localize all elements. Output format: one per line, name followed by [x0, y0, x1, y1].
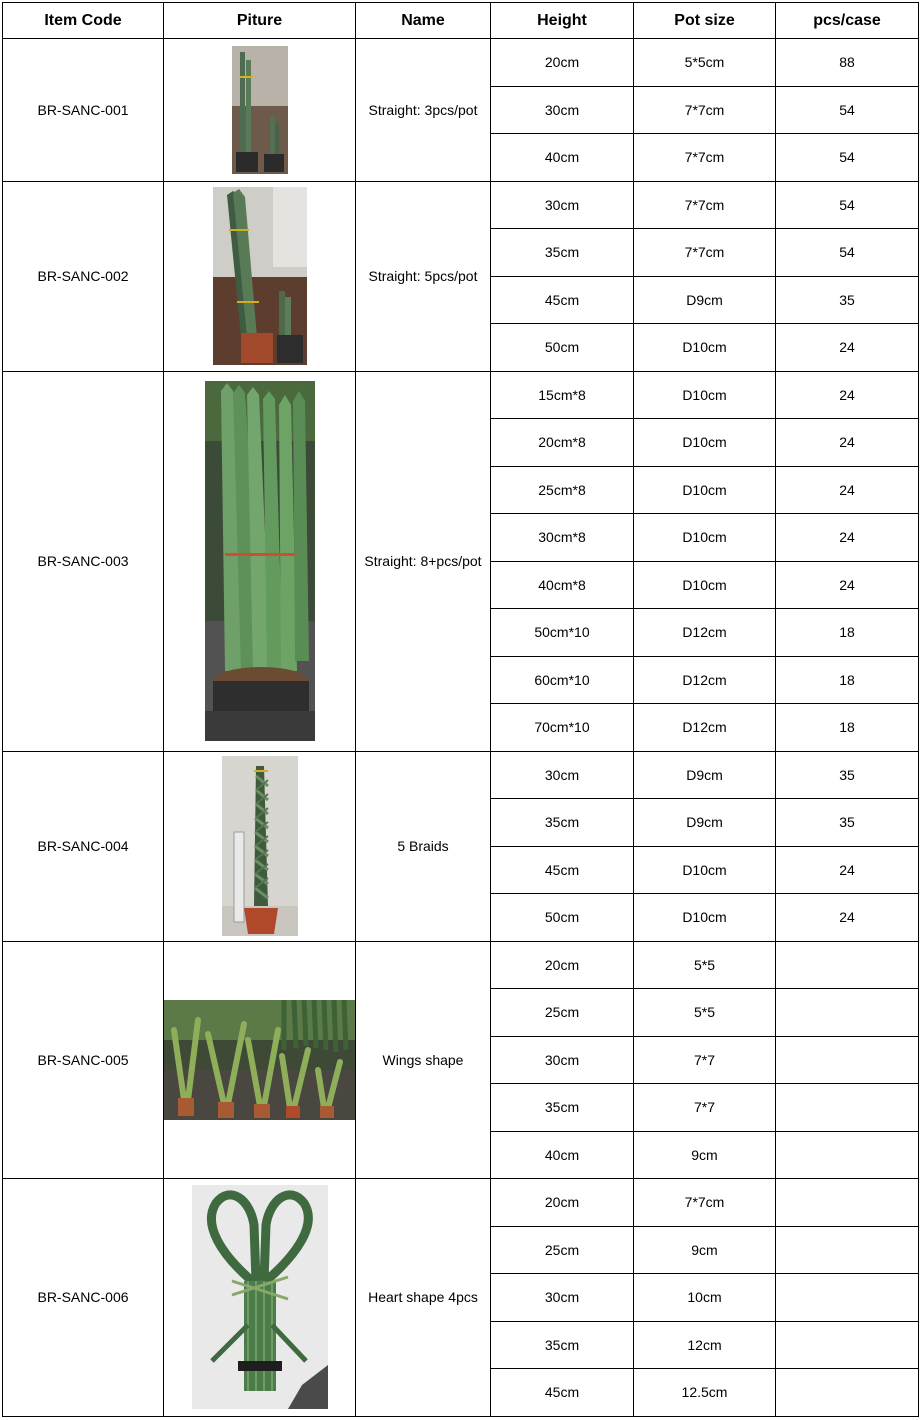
- cell-height: 50cm: [491, 324, 634, 372]
- cell-pot-size: 5*5: [634, 989, 776, 1037]
- cell-height: 40cm*8: [491, 561, 634, 609]
- cell-pcs-case: 24: [776, 894, 919, 942]
- item-name: Straight: 3pcs/pot: [356, 39, 491, 182]
- cell-pcs-case: [776, 941, 919, 989]
- cell-pcs-case: 24: [776, 466, 919, 514]
- cell-pcs-case: 18: [776, 656, 919, 704]
- table-row: [3, 371, 919, 419]
- cell-height: 20cm*8: [491, 419, 634, 467]
- cell-pcs-case: [776, 1321, 919, 1369]
- cell-pot-size: D10cm: [634, 894, 776, 942]
- item-name: Heart shape 4pcs: [356, 1179, 491, 1417]
- plant-image: [192, 1185, 328, 1409]
- cell-height: 35cm: [491, 1084, 634, 1132]
- cell-height: 45cm: [491, 1369, 634, 1417]
- item-picture: [164, 181, 356, 371]
- cell-pot-size: D9cm: [634, 276, 776, 324]
- cell-height: 30cm: [491, 181, 634, 229]
- cell-pot-size: D10cm: [634, 846, 776, 894]
- cell-height: 45cm: [491, 846, 634, 894]
- header-item-code: Item Code: [3, 3, 164, 39]
- cell-pot-size: D10cm: [634, 419, 776, 467]
- cell-pot-size: 7*7cm: [634, 229, 776, 277]
- cell-height: 35cm: [491, 229, 634, 277]
- item-picture: [164, 751, 356, 941]
- cell-pot-size: D10cm: [634, 514, 776, 562]
- plant-image: [164, 1000, 356, 1120]
- item-name: Wings shape: [356, 941, 491, 1179]
- cell-pcs-case: 24: [776, 846, 919, 894]
- cell-height: 30cm: [491, 1274, 634, 1322]
- cell-pcs-case: [776, 989, 919, 1037]
- cell-height: 20cm: [491, 941, 634, 989]
- cell-height: 40cm: [491, 134, 634, 182]
- cell-pot-size: 5*5: [634, 941, 776, 989]
- cell-height: 35cm: [491, 799, 634, 847]
- cell-height: 25cm: [491, 989, 634, 1037]
- cell-height: 70cm*10: [491, 704, 634, 752]
- cell-pcs-case: 54: [776, 229, 919, 277]
- cell-pot-size: 7*7cm: [634, 1179, 776, 1227]
- cell-pot-size: 12.5cm: [634, 1369, 776, 1417]
- item-code: BR-SANC-001: [3, 39, 164, 182]
- cell-pot-size: D10cm: [634, 324, 776, 372]
- cell-pcs-case: 54: [776, 181, 919, 229]
- cell-pcs-case: 35: [776, 751, 919, 799]
- cell-pot-size: D10cm: [634, 466, 776, 514]
- item-code: BR-SANC-006: [3, 1179, 164, 1417]
- cell-height: 30cm: [491, 86, 634, 134]
- cell-pcs-case: 54: [776, 134, 919, 182]
- cell-pot-size: D9cm: [634, 799, 776, 847]
- plant-image: [222, 756, 298, 936]
- cell-pcs-case: 24: [776, 324, 919, 372]
- cell-pot-size: 7*7cm: [634, 181, 776, 229]
- cell-height: 20cm: [491, 1179, 634, 1227]
- item-picture: [164, 1179, 356, 1417]
- plant-image: [205, 381, 315, 741]
- cell-pot-size: D12cm: [634, 656, 776, 704]
- cell-pot-size: D9cm: [634, 751, 776, 799]
- item-name: Straight: 5pcs/pot: [356, 181, 491, 371]
- item-name: Straight: 8+pcs/pot: [356, 371, 491, 751]
- cell-height: 50cm: [491, 894, 634, 942]
- cell-pcs-case: 54: [776, 86, 919, 134]
- cell-pcs-case: [776, 1179, 919, 1227]
- item-picture: [164, 371, 356, 751]
- header-pot-size: Pot size: [634, 3, 776, 39]
- item-code: BR-SANC-005: [3, 941, 164, 1179]
- cell-pcs-case: 24: [776, 561, 919, 609]
- cell-pot-size: 9cm: [634, 1226, 776, 1274]
- item-picture: [164, 39, 356, 182]
- cell-pot-size: 5*5cm: [634, 39, 776, 87]
- cell-pot-size: 7*7cm: [634, 86, 776, 134]
- cell-height: 30cm: [491, 1036, 634, 1084]
- cell-pcs-case: [776, 1274, 919, 1322]
- header-picture: Piture: [164, 3, 356, 39]
- cell-pot-size: 9cm: [634, 1131, 776, 1179]
- table-row: [3, 1179, 919, 1227]
- cell-height: 45cm: [491, 276, 634, 324]
- cell-pcs-case: 24: [776, 371, 919, 419]
- cell-pcs-case: [776, 1131, 919, 1179]
- cell-height: 20cm: [491, 39, 634, 87]
- item-code: BR-SANC-004: [3, 751, 164, 941]
- table-row: [3, 941, 919, 989]
- cell-height: 30cm*8: [491, 514, 634, 562]
- cell-pcs-case: 35: [776, 799, 919, 847]
- item-code: BR-SANC-002: [3, 181, 164, 371]
- cell-height: 15cm*8: [491, 371, 634, 419]
- item-name: 5 Braids: [356, 751, 491, 941]
- cell-pot-size: D12cm: [634, 704, 776, 752]
- item-code: BR-SANC-003: [3, 371, 164, 751]
- header-name: Name: [356, 3, 491, 39]
- cell-pcs-case: 18: [776, 609, 919, 657]
- cell-pot-size: 7*7cm: [634, 134, 776, 182]
- header-row: [3, 3, 919, 39]
- cell-height: 25cm: [491, 1226, 634, 1274]
- cell-height: 30cm: [491, 751, 634, 799]
- cell-height: 25cm*8: [491, 466, 634, 514]
- cell-height: 50cm*10: [491, 609, 634, 657]
- cell-pcs-case: 35: [776, 276, 919, 324]
- cell-height: 40cm: [491, 1131, 634, 1179]
- cell-pot-size: D10cm: [634, 561, 776, 609]
- table-row: [3, 39, 919, 87]
- cell-pcs-case: 24: [776, 514, 919, 562]
- cell-pcs-case: 18: [776, 704, 919, 752]
- cell-pcs-case: [776, 1369, 919, 1417]
- cell-pot-size: 10cm: [634, 1274, 776, 1322]
- cell-pcs-case: [776, 1036, 919, 1084]
- header-height: Height: [491, 3, 634, 39]
- product-table: [2, 2, 919, 1417]
- plant-image: [213, 187, 307, 365]
- cell-pot-size: 7*7: [634, 1036, 776, 1084]
- cell-pcs-case: [776, 1226, 919, 1274]
- cell-pot-size: D10cm: [634, 371, 776, 419]
- cell-height: 60cm*10: [491, 656, 634, 704]
- table-row: [3, 181, 919, 229]
- header-pcs-case: pcs/case: [776, 3, 919, 39]
- item-picture: [164, 941, 356, 1179]
- cell-height: 35cm: [491, 1321, 634, 1369]
- cell-pot-size: D12cm: [634, 609, 776, 657]
- cell-pcs-case: 88: [776, 39, 919, 87]
- plant-image: [232, 46, 288, 174]
- cell-pcs-case: 24: [776, 419, 919, 467]
- cell-pot-size: 12cm: [634, 1321, 776, 1369]
- table-row: [3, 751, 919, 799]
- cell-pcs-case: [776, 1084, 919, 1132]
- cell-pot-size: 7*7: [634, 1084, 776, 1132]
